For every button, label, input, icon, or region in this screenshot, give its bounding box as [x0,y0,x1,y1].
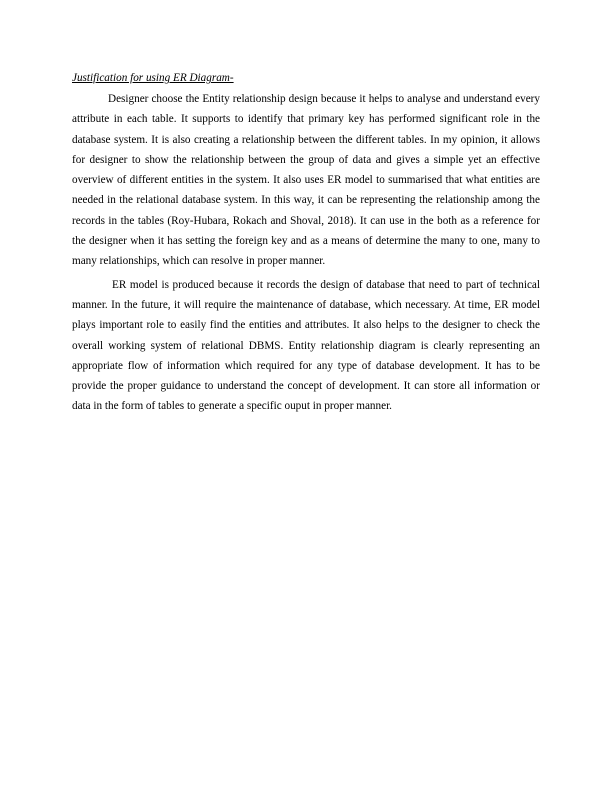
section-heading: Justification for using ER Diagram- [72,72,234,84]
document-body [72,70,540,420]
paragraph-er-design-rationale: Designer choose the Entity relationship design because it helps to analyse and understand every attribute in each table. It supports to identify that primary key has performed significant role in the database system. It is also creating a relationship between the different tables. In my opinion, it allows for designer to show the relationship between the group of data and gives a simple yet an effective overview of different entities in the system. It also uses ER model to summarised that what entities are needed in the relational database system. In this way, it can be representing the relationship among the records in the tables (Roy-Hubara, Rokach and Shoval, 2018). It can use in the both as a reference for the designer when it has setting the foreign key and as a means of determine the many to one, many to many relationships, which can resolve in proper manner. [72,93,540,268]
paragraph-er-model-importance: ER model is produced because it records the design of database that need to part of technical manner. In the future, it will require the maintenance of database, which necessary. At time, ER model plays important role to easily find the entities and attributes. It also helps to the designer to check the overall working system of relational DBMS. Entity relationship diagram is clearly representing an appropriate flow of information which required for any type of database development. It has to be provide the proper guidance to understand the concept of development. It can store all information or data in the form of tables to generate a specific ouput in proper manner. [72,278,540,413]
